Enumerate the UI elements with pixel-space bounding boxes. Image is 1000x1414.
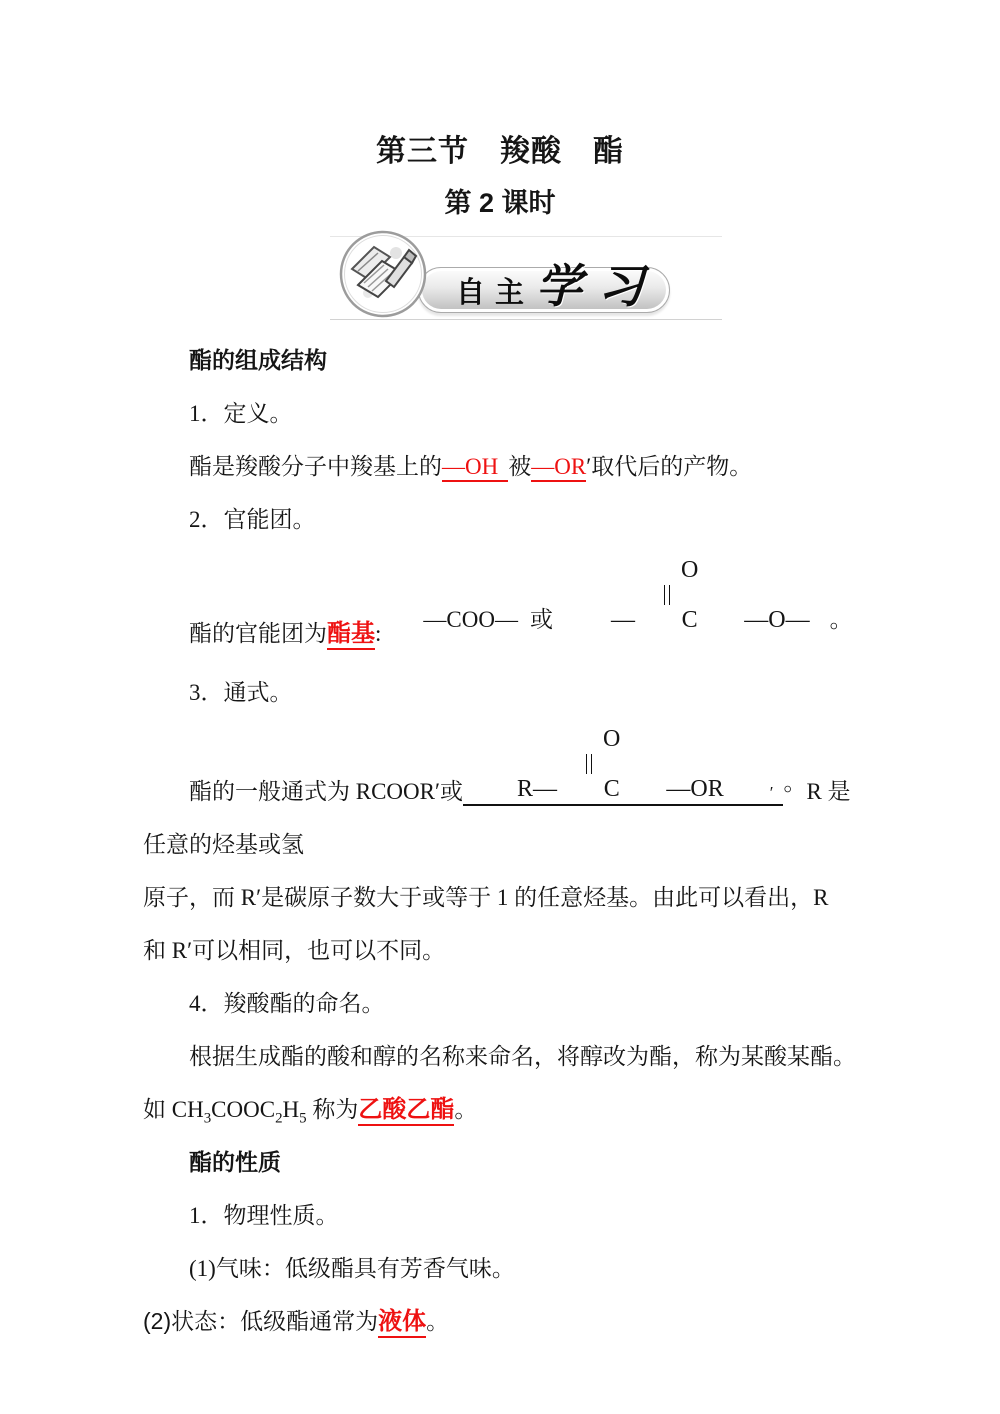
definition-sentence bbox=[143, 440, 865, 493]
definition-mid: 被 bbox=[508, 454, 532, 479]
subscript: 5 bbox=[299, 1110, 307, 1127]
carbon-atom: C bbox=[603, 776, 620, 802]
item-physical-label: 1．物理性质。 bbox=[189, 1203, 339, 1228]
banner-pill bbox=[418, 261, 670, 313]
bond-right: —O— bbox=[744, 607, 810, 633]
formula-part: COOC bbox=[211, 1097, 276, 1122]
document-body bbox=[143, 334, 865, 1348]
item-definition-label: 1．定义。 bbox=[189, 401, 293, 426]
item-general-formula-label: 3．通式。 bbox=[189, 680, 293, 705]
banner-pill-inner bbox=[422, 261, 666, 312]
colon-mark: : bbox=[375, 621, 382, 646]
naming-example-line bbox=[143, 1083, 865, 1136]
prime-mark: ′ bbox=[769, 783, 774, 802]
general-formula-line1-rest: R 是任意的烃基或氢 bbox=[143, 779, 851, 857]
state-pre: (2)状态：低级酯通常为 bbox=[143, 1308, 379, 1334]
section-heading-composition: 酯的组成结构 bbox=[189, 347, 327, 373]
formula-part: 称为 bbox=[306, 1097, 359, 1122]
answer-blank-ethyl-acetate: 乙酸乙酯 bbox=[358, 1096, 454, 1126]
answer-blank-oh: —OH bbox=[442, 454, 508, 482]
page-title: 第三节 羧酸 酯 bbox=[376, 135, 624, 168]
page-subtitle: 第 2 课时 bbox=[444, 188, 556, 218]
naming-rule-line: 根据生成酯的酸和醇的名称来命名，将醇改为酯，称为某酸某酯。 bbox=[189, 1044, 856, 1069]
definition-pre: 酯是羧酸分子中羧基上的 bbox=[189, 454, 442, 479]
period-mark: 。 bbox=[454, 1097, 478, 1122]
carbonyl-stack bbox=[635, 558, 698, 632]
books-pencil-icon bbox=[338, 229, 428, 319]
or-right: —OR bbox=[666, 776, 724, 802]
double-bond-icon bbox=[586, 754, 592, 774]
subscript: 3 bbox=[203, 1110, 212, 1127]
formula-part: H bbox=[282, 1097, 300, 1122]
functional-group-pre: 酯的官能团为 bbox=[189, 621, 327, 646]
item-functional-group-label: 2．官能团。 bbox=[189, 507, 316, 532]
answer-blank-or: —OR bbox=[531, 454, 586, 482]
prime-mark: ′ bbox=[586, 454, 592, 479]
banner-label-script: 学习 bbox=[536, 261, 661, 312]
odor-line: (1)气味：低级酯具有芳香气味。 bbox=[189, 1256, 515, 1281]
oxygen-atom: O bbox=[603, 726, 621, 752]
carbonyl-stack bbox=[557, 727, 620, 801]
rcoor-structure-diagram bbox=[463, 725, 783, 806]
period-mark: 。 bbox=[829, 607, 853, 632]
coo-formula: —COO— bbox=[423, 607, 518, 632]
ester-structure-diagram bbox=[565, 558, 810, 632]
double-bond-icon bbox=[664, 585, 670, 605]
period-mark: 。 bbox=[426, 1308, 450, 1334]
item-naming-label: 4．羧酸酯的命名。 bbox=[189, 991, 385, 1016]
bond-left: — bbox=[610, 607, 635, 633]
oxygen-atom: O bbox=[680, 557, 699, 583]
general-formula-pre: 酯的一般通式为 RCOOR′或 bbox=[189, 779, 464, 804]
functional-group-sentence bbox=[143, 558, 865, 660]
section-heading-properties: 酯的性质 bbox=[189, 1149, 281, 1175]
general-formula-line1 bbox=[143, 725, 865, 871]
banner-label-regular: 自主 bbox=[456, 276, 535, 309]
general-formula-line3: 和 R′可以相同，也可以不同。 bbox=[143, 938, 446, 963]
answer-blank-ester-group: 酯基 bbox=[327, 620, 375, 650]
or-word: 或 bbox=[529, 607, 553, 632]
r-left: R— bbox=[517, 776, 558, 802]
subscript: 2 bbox=[275, 1110, 283, 1127]
carbon-atom: C bbox=[681, 607, 698, 633]
definition-post: 取代后的产物。 bbox=[591, 454, 753, 479]
self-study-banner bbox=[330, 236, 722, 320]
state-line bbox=[143, 1295, 865, 1348]
general-formula-line2: 原子，而 R′是碳原子数大于或等于 1 的任意烃基。由此可以看出，R bbox=[143, 885, 829, 910]
answer-blank-liquid: 液体 bbox=[378, 1308, 426, 1338]
general-formula-structure-wrap bbox=[463, 726, 783, 802]
period-mark: 。 bbox=[783, 770, 807, 795]
formula-part: 如 CH bbox=[143, 1097, 204, 1122]
ester-group-formulas bbox=[423, 557, 853, 633]
